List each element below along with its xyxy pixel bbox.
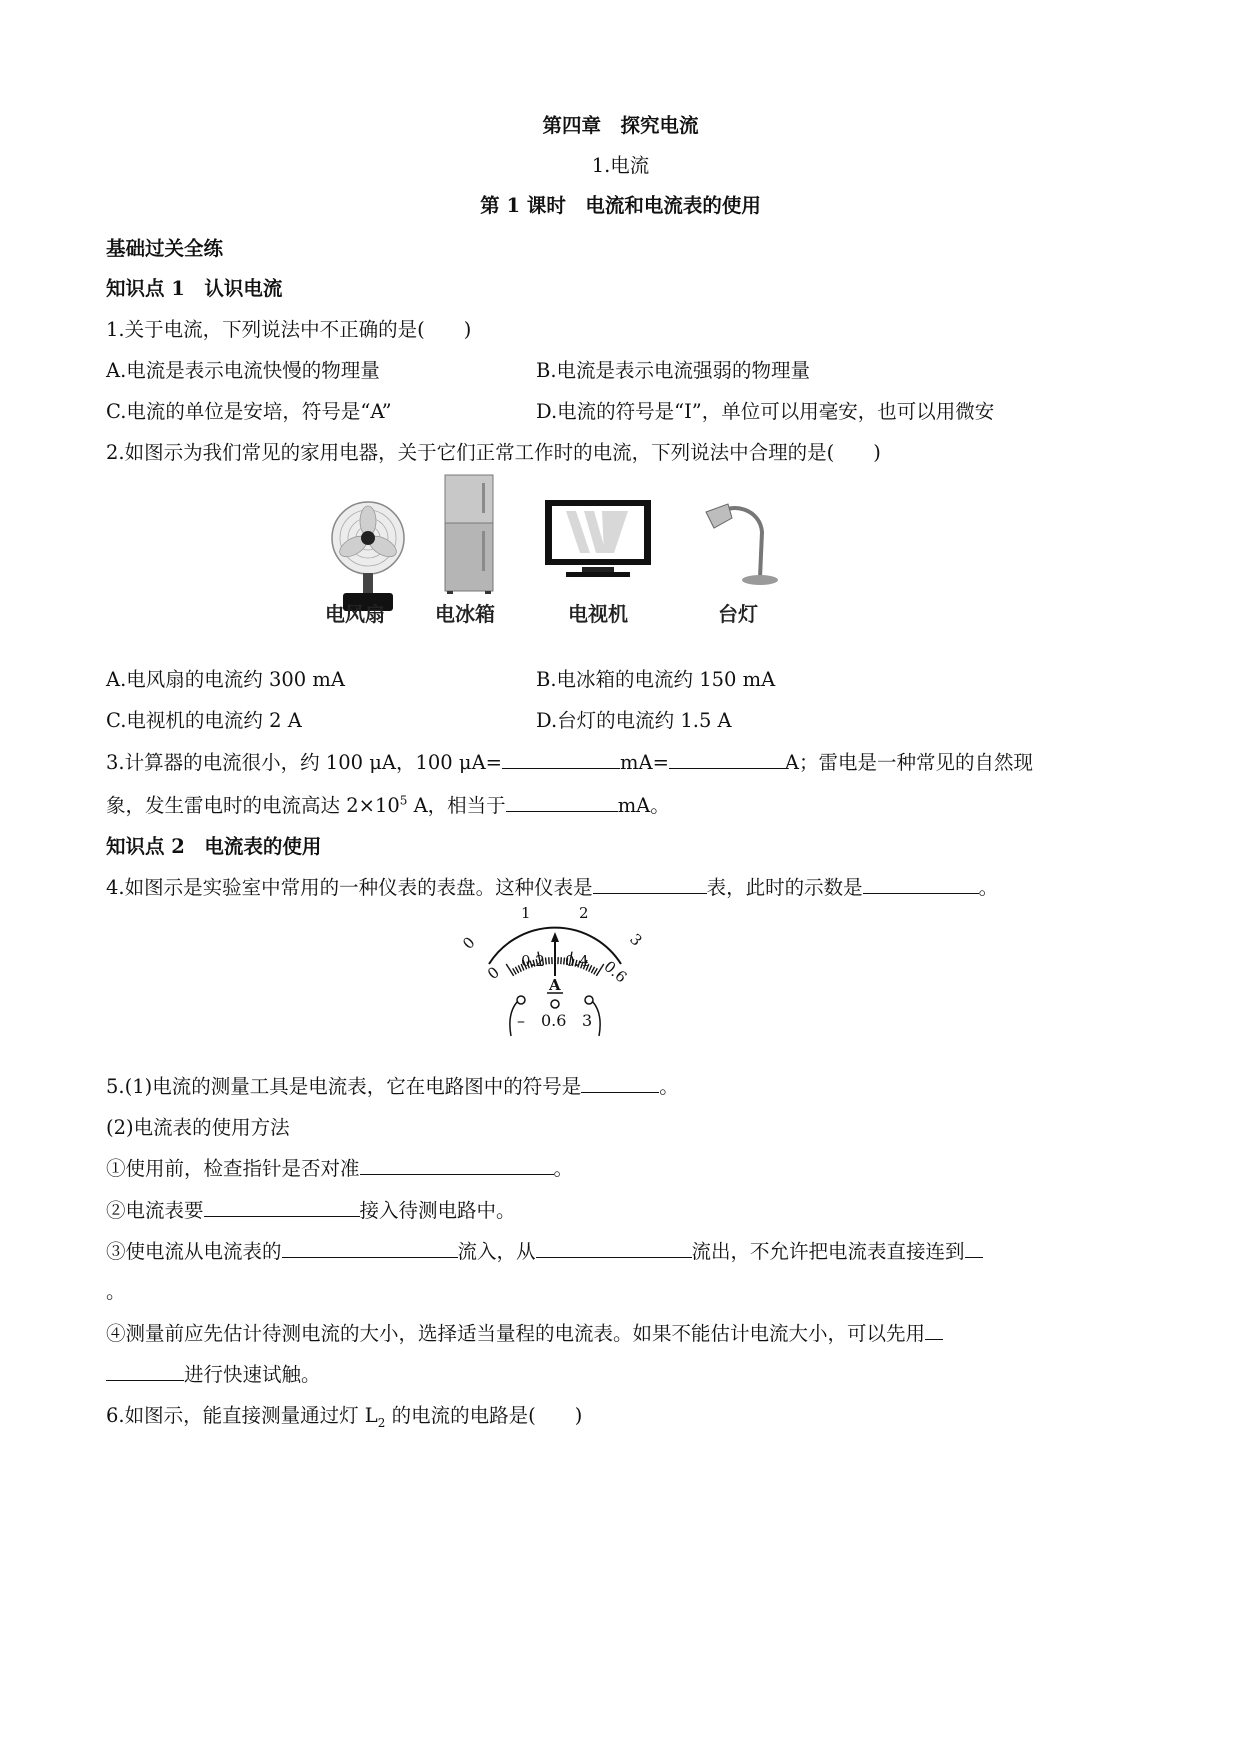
q5-blank-2[interactable]	[360, 1156, 554, 1175]
q5-text-10: ④测量前应先估计待测电流的大小，选择适当量程的电流表。如果不能估计电流大小，可以先用	[106, 1322, 926, 1345]
upper-scale-3: 3	[626, 930, 646, 950]
lower-scale-06: 0.6	[600, 957, 631, 987]
q5-blank-1[interactable]	[581, 1074, 659, 1093]
desk-lamp-image	[700, 498, 780, 588]
meter-unit: A	[549, 976, 561, 994]
appliance-label-fridge: 电冰箱	[435, 602, 495, 626]
q5-text-8: 流入，从	[457, 1240, 536, 1263]
q1-option-c: C.电流的单位是安培，符号是“A”	[106, 400, 392, 423]
q5-text-4: 。	[553, 1157, 574, 1180]
television-image	[542, 497, 654, 582]
q6-text-1: 6.如图示，能直接测量通过灯 L	[106, 1404, 378, 1427]
q5-line-2: (2)电流表的使用方法	[106, 1116, 290, 1139]
dial-tick	[591, 967, 594, 973]
q5-text-11: 进行快速试触。	[184, 1363, 321, 1386]
q5-blank-5[interactable]	[536, 1239, 692, 1258]
dial-tick	[561, 957, 562, 964]
q4-text-2: 表，此时的示数是	[706, 876, 863, 899]
q3-blank-1[interactable]	[502, 750, 620, 769]
terminal-06[interactable]	[551, 1000, 559, 1008]
appliance-label-fan: 电风扇	[325, 602, 385, 626]
appliance-label-lamp: 台灯	[718, 602, 758, 626]
upper-scale-1: 1	[521, 904, 531, 922]
q5-line-8	[106, 1359, 321, 1387]
knowledge-point-1: 知识点 1 认识电流	[106, 277, 283, 300]
terminal-label-negative: –	[517, 1011, 525, 1030]
q3-text-2: mA=	[620, 751, 669, 774]
left-wire	[510, 1002, 517, 1036]
q5-text-1: 5.(1)电流的测量工具是电流表，它在电路图中的符号是	[106, 1075, 582, 1098]
ammeter-dial	[455, 902, 655, 1042]
appliance-label-tv: 电视机	[568, 602, 628, 626]
lower-scale-02: 0.2	[521, 952, 545, 970]
q3-text-5: A，相当于	[407, 794, 506, 817]
q5-text-3: ①使用前，检查指针是否对准	[106, 1157, 360, 1180]
q3-blank-2[interactable]	[669, 750, 785, 769]
right-wire	[593, 1002, 600, 1036]
q4-blank-2[interactable]	[863, 875, 979, 894]
q3-text-3: A；雷电是一种常见的自然现	[784, 751, 1034, 774]
refrigerator-image	[440, 473, 500, 595]
needle-arrow-icon	[551, 932, 559, 942]
dial-tick	[594, 968, 598, 974]
terminal-negative[interactable]	[517, 996, 525, 1004]
q3-line-2	[106, 790, 670, 818]
q2-option-b: B.电冰箱的电流约 150 mA	[536, 668, 776, 691]
knowledge-point-2: 知识点 2 电流表的使用	[106, 835, 322, 858]
q3-text-6: mA。	[617, 794, 670, 817]
q5-line-5	[106, 1236, 983, 1264]
q1-option-b: B.电流是表示电流强弱的物理量	[536, 359, 811, 382]
q5-line-4	[106, 1195, 516, 1223]
q1-stem: 1.关于电流，下列说法中不正确的是( )	[106, 318, 472, 341]
dial-tick	[513, 968, 517, 974]
q6-subscript: 2	[377, 1415, 386, 1430]
q5-text-5: ②电流表要	[106, 1199, 204, 1222]
q5-blank-6[interactable]	[965, 1239, 983, 1258]
chapter-title: 第四章 探究电流	[542, 114, 699, 137]
dial-tick	[589, 965, 592, 971]
q5-blank-4[interactable]	[282, 1239, 458, 1258]
q5-text-7: ③使电流从电流表的	[106, 1240, 282, 1263]
appliance-figure	[300, 465, 800, 635]
terminal-3[interactable]	[585, 996, 593, 1004]
q1-option-d: D.电流的符号是“I”，单位可以用毫安，也可以用微安	[536, 400, 995, 423]
q2-option-c: C.电视机的电流约 2 A	[106, 709, 302, 732]
lower-scale-0: 0	[484, 963, 503, 984]
practice-title: 基础过关全练	[106, 237, 224, 260]
q5-line-7	[106, 1318, 943, 1346]
q2-option-d: D.台灯的电流约 1.5 A	[536, 709, 732, 732]
lower-scale-04: 0.4	[565, 952, 589, 970]
dial-tick	[546, 958, 547, 965]
q2-stem: 2.如图示为我们常见的家用电器，关于它们正常工作时的电流，下列说法中合理的是( )	[106, 441, 881, 464]
q1-option-a: A.电流是表示电流快慢的物理量	[106, 359, 380, 382]
terminal-label-3: 3	[582, 1011, 593, 1030]
q5-blank-3[interactable]	[204, 1198, 360, 1217]
q5-text-6: 接入待测电路中。	[359, 1199, 516, 1222]
lesson-title: 第 1 课时 电流和电流表的使用	[480, 194, 761, 217]
q5-text-2: 。	[659, 1075, 679, 1098]
upper-scale-2: 2	[579, 904, 589, 922]
q4-stem	[106, 872, 998, 900]
q5-line-3	[106, 1153, 573, 1181]
q5-blank-8[interactable]	[106, 1362, 184, 1381]
q3-text-4: 象，发生雷电时的电流高达 2×10	[106, 794, 400, 817]
upper-scale-0: 0	[459, 933, 479, 953]
dial-tick	[515, 967, 518, 973]
q6-stem	[106, 1400, 582, 1430]
q5-text-9: 流出，不允许把电流表直接连到	[691, 1240, 965, 1263]
q5-line-6: 。	[106, 1280, 126, 1303]
q6-text-2: 的电流的电路是( )	[385, 1404, 583, 1427]
section-title: 1.电流	[591, 154, 650, 177]
q4-text-3: 。	[978, 876, 999, 899]
q5-blank-7[interactable]	[925, 1321, 943, 1340]
q4-blank-1[interactable]	[593, 875, 707, 894]
q3-text-1: 3.计算器的电流很小，约 100 μA，100 μA=	[106, 751, 502, 774]
q3-blank-3[interactable]	[506, 793, 618, 812]
q2-option-a: A.电风扇的电流约 300 mA	[106, 668, 345, 691]
q3-line-1	[106, 747, 1033, 775]
q3-exponent: 5	[399, 793, 408, 808]
q5-line-1	[106, 1071, 679, 1099]
q4-text-1: 4.如图示是实验室中常用的一种仪表的表盘。这种仪表是	[106, 876, 593, 899]
dial-tick	[549, 957, 550, 964]
dial-tick	[506, 964, 514, 976]
terminal-label-06: 0.6	[541, 1011, 567, 1030]
